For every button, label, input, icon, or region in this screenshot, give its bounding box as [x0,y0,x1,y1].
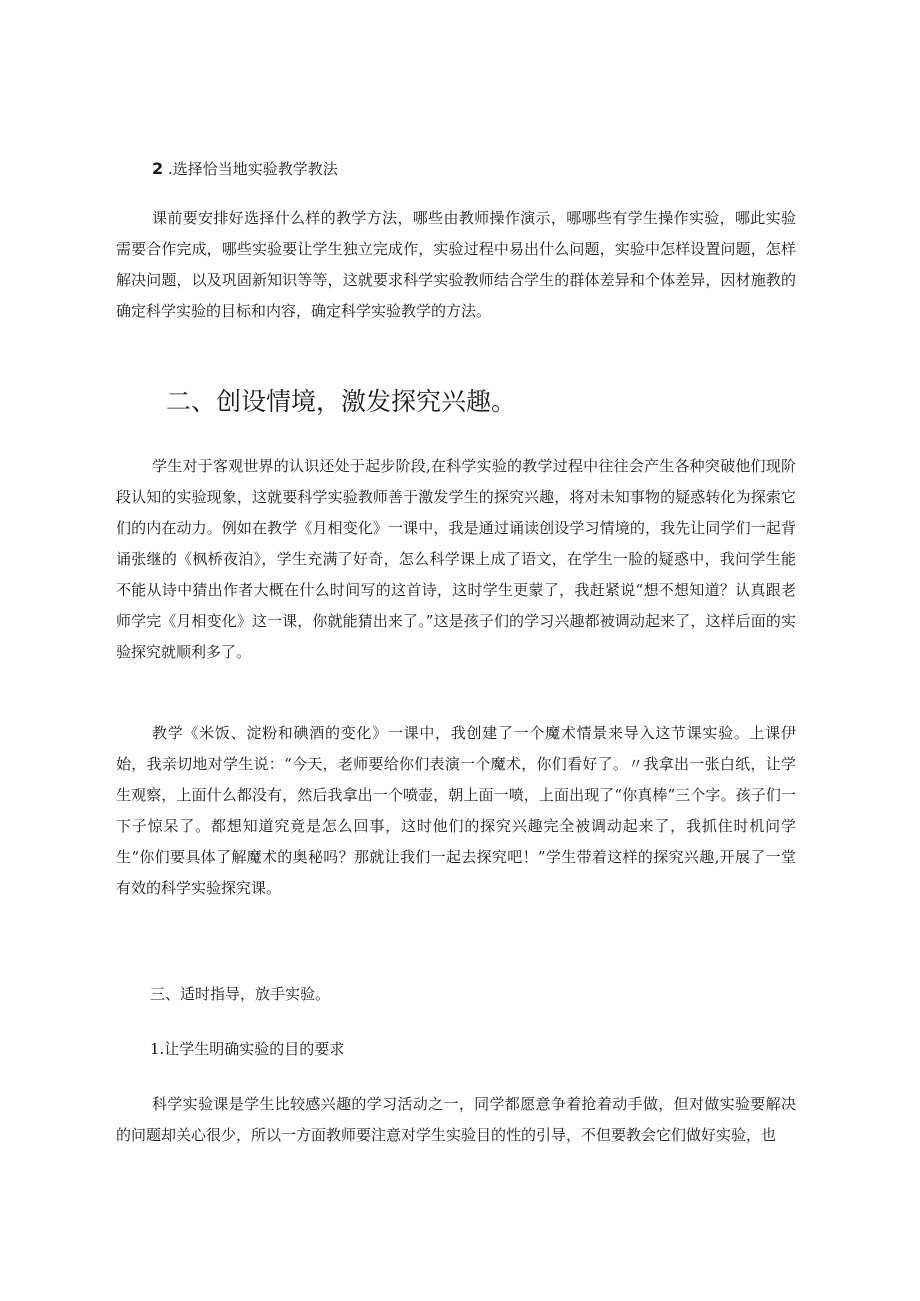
heading-timely-guidance: 三、适时指导，放手实验。 [150,985,331,1003]
heading-experiment-purpose: 1.让学生明确实验的目的要求 [150,1040,345,1058]
section-heading-2 [152,158,338,179]
paragraph-magic-trick: 教学《米饭、淀粉和碘酒的变化》一课中，我创建了一个魔术情景来导入这节课实验。上课伊始，我亲切地对学生说：“今天，老师要给你们表演一个魔术，你们看好了。〃我拿出一张白纸，让学生观察，上面什么都没有，然后我拿出一个喷壶，朝上面一喷，上面出现了“你真棒”三个字。孩子们一下子惊呆了。都想知道究竟是怎么回事，这时他们的探究兴趣完全被调动起来了，我抓住时机问学生“你们要具体了解魔术的奥秘吗？那就让我们一起去探究吧！”学生带着这样的探究兴趣,开展了一堂有效的科学实验探究课。 [116,724,796,897]
section-heading-text: .选择恰当地实验教学教法 [167,160,338,178]
paragraph-moon-phase: 学生对于客观世界的认识还处于起步阶段,在科学实验的教学过程中往往会产生各种突破他们现阶段认知的实验现象，这就要科学实验教师善于激发学生的探究兴趣，将对未知事物的疑惑转化为探索它们的内在动力。例如在教学《月相变化》一课中，我是通过诵读创设学习情境的，我先让同学们一起背诵张继的《枫桥夜泊》，学生充满了好奇，怎么科学课上成了语文，在学生一脸的疑惑中，我问学生能不能从诗中猜出作者大概在什么时间写的这首诗，这时学生更蒙了，我赶紧说“想不想知道？认真跟老师学完《月相变化》这一课，你就能猜出来了。”这是孩子们的学习兴趣都被调动起来了，这样后面的实验探究就顺利多了。 [116,457,796,661]
section-heading-number: 2 [152,159,164,178]
paragraph-experiment-interest: 科学实验课是学生比较感兴趣的学习活动之一，同学都愿意争着抢着动手做，但对做实验要解决的问题却关心很少，所以一方面教师要注意对学生实验目的性的引导，不但要教会它们做好实验，也 [116,1095,796,1144]
paragraph-teaching-methods: 课前要安排好选择什么样的教学方法，哪些由教师操作演示，哪哪些有学生操作实验，哪此实验需要合作完成，哪些实验要让学生独立完成作，实验过程中易出什么问题，实验中怎样设置问题，怎样解决问题，以及巩固新知识等等，这就要求科学实验教师结合学生的群体差异和个体差异，因材施教的确定科学实验的目标和内容，确定科学实验教学的方法。 [116,209,796,320]
heading-create-situation: 二、创设情境，激发探究兴趣。 [166,387,517,416]
